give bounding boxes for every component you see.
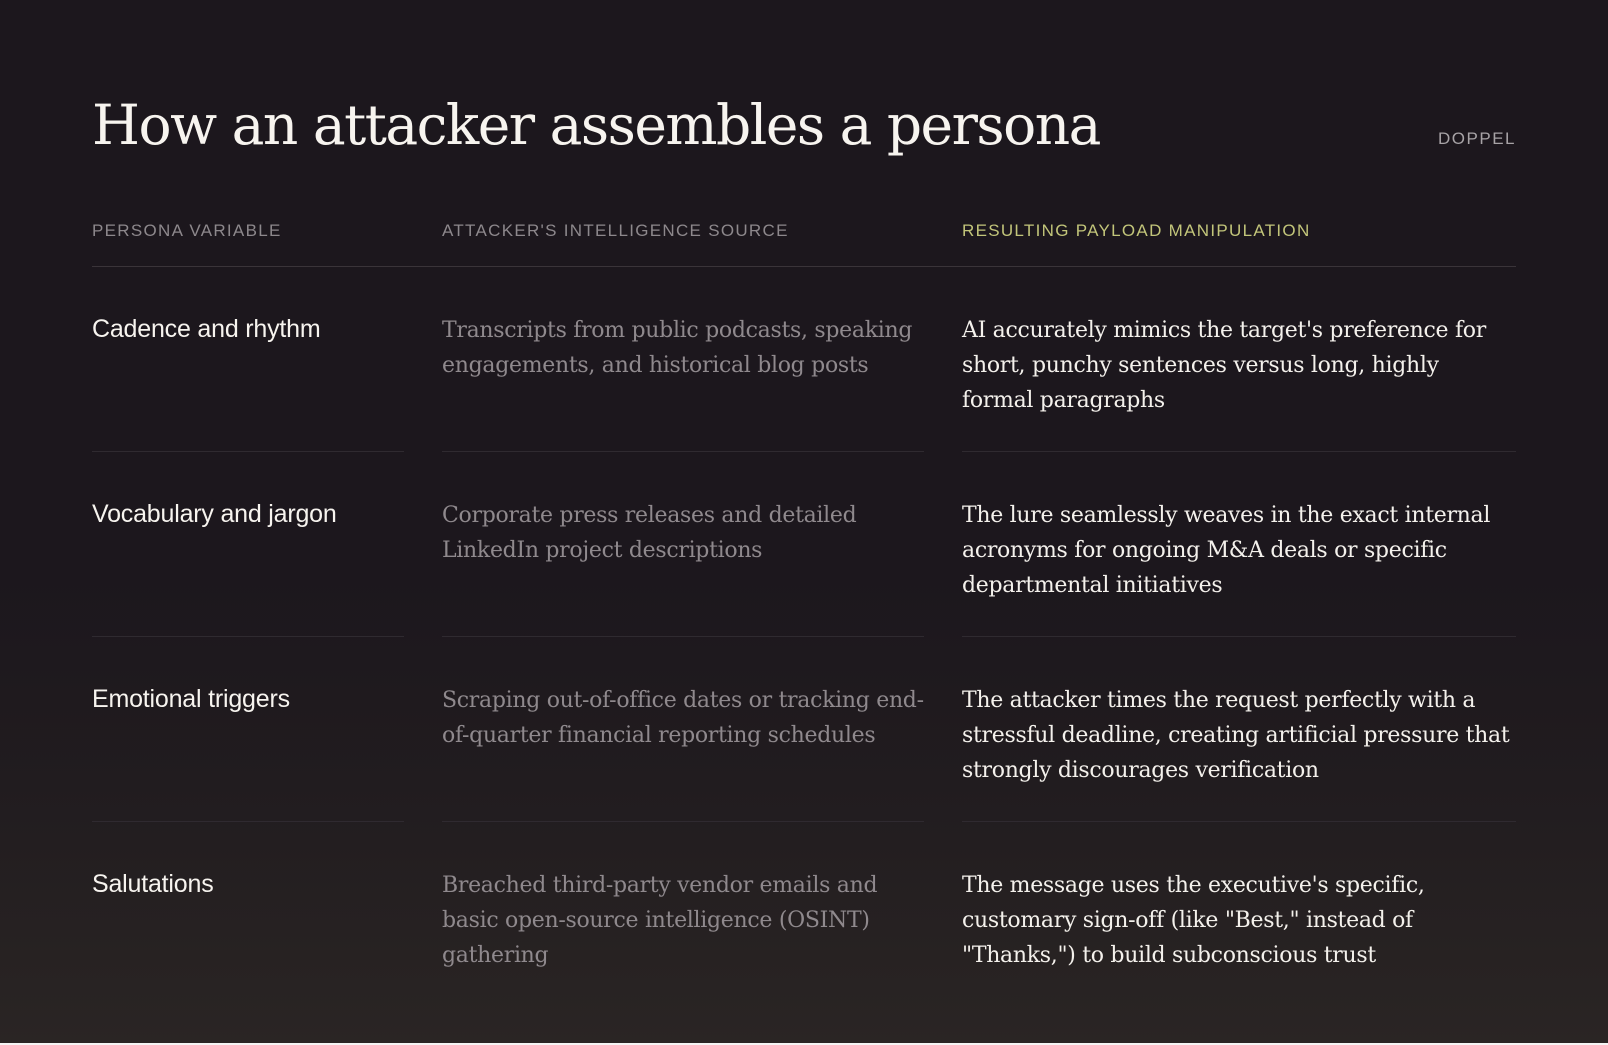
- column-header-intelligence-source: ATTACKER'S INTELLIGENCE SOURCE: [442, 221, 789, 240]
- column-header-payload-manipulation: RESULTING PAYLOAD MANIPULATION: [962, 221, 1311, 240]
- payload-manipulation: AI accurately mimics the target's preference for short, punchy sentences versus long, highly formal paragraphs: [962, 318, 1486, 413]
- brand-label: DOPPEL: [1438, 129, 1516, 148]
- persona-variable: Vocabulary and jargon: [92, 500, 337, 528]
- payload-manipulation: The attacker times the request perfectly with a stressful deadline, creating artificial pressure that strongly discourages verification: [962, 688, 1510, 783]
- persona-table: [92, 218, 1516, 1007]
- table-row: [92, 822, 1516, 1007]
- table-header: [92, 218, 1516, 267]
- payload-manipulation: The lure seamlessly weaves in the exact internal acronyms for ongoing M&A deals or specific departmental initiatives: [962, 503, 1491, 598]
- intelligence-source: Breached third-party vendor emails and basic open-source intelligence (OSINT) gathering: [442, 873, 878, 968]
- column-header-persona-variable: PERSONA VARIABLE: [92, 221, 282, 240]
- persona-variable: Emotional triggers: [92, 685, 290, 713]
- intelligence-source: Corporate press releases and detailed LinkedIn project descriptions: [442, 503, 857, 563]
- page-title: How an attacker assembles a persona: [92, 93, 1100, 157]
- intelligence-source: Scraping out-of-office dates or tracking end-of-quarter financial reporting schedules: [442, 688, 924, 748]
- intelligence-source: Transcripts from public podcasts, speaking engagements, and historical blog posts: [442, 318, 913, 378]
- persona-variable: Cadence and rhythm: [92, 315, 321, 343]
- persona-variable: Salutations: [92, 870, 214, 898]
- table-row: [92, 267, 1516, 452]
- table-row: [92, 637, 1516, 822]
- payload-manipulation: The message uses the executive's specific, customary sign-off (like "Best," instead of "Thanks,") to build subconscious trust: [962, 873, 1425, 968]
- table-row: [92, 452, 1516, 637]
